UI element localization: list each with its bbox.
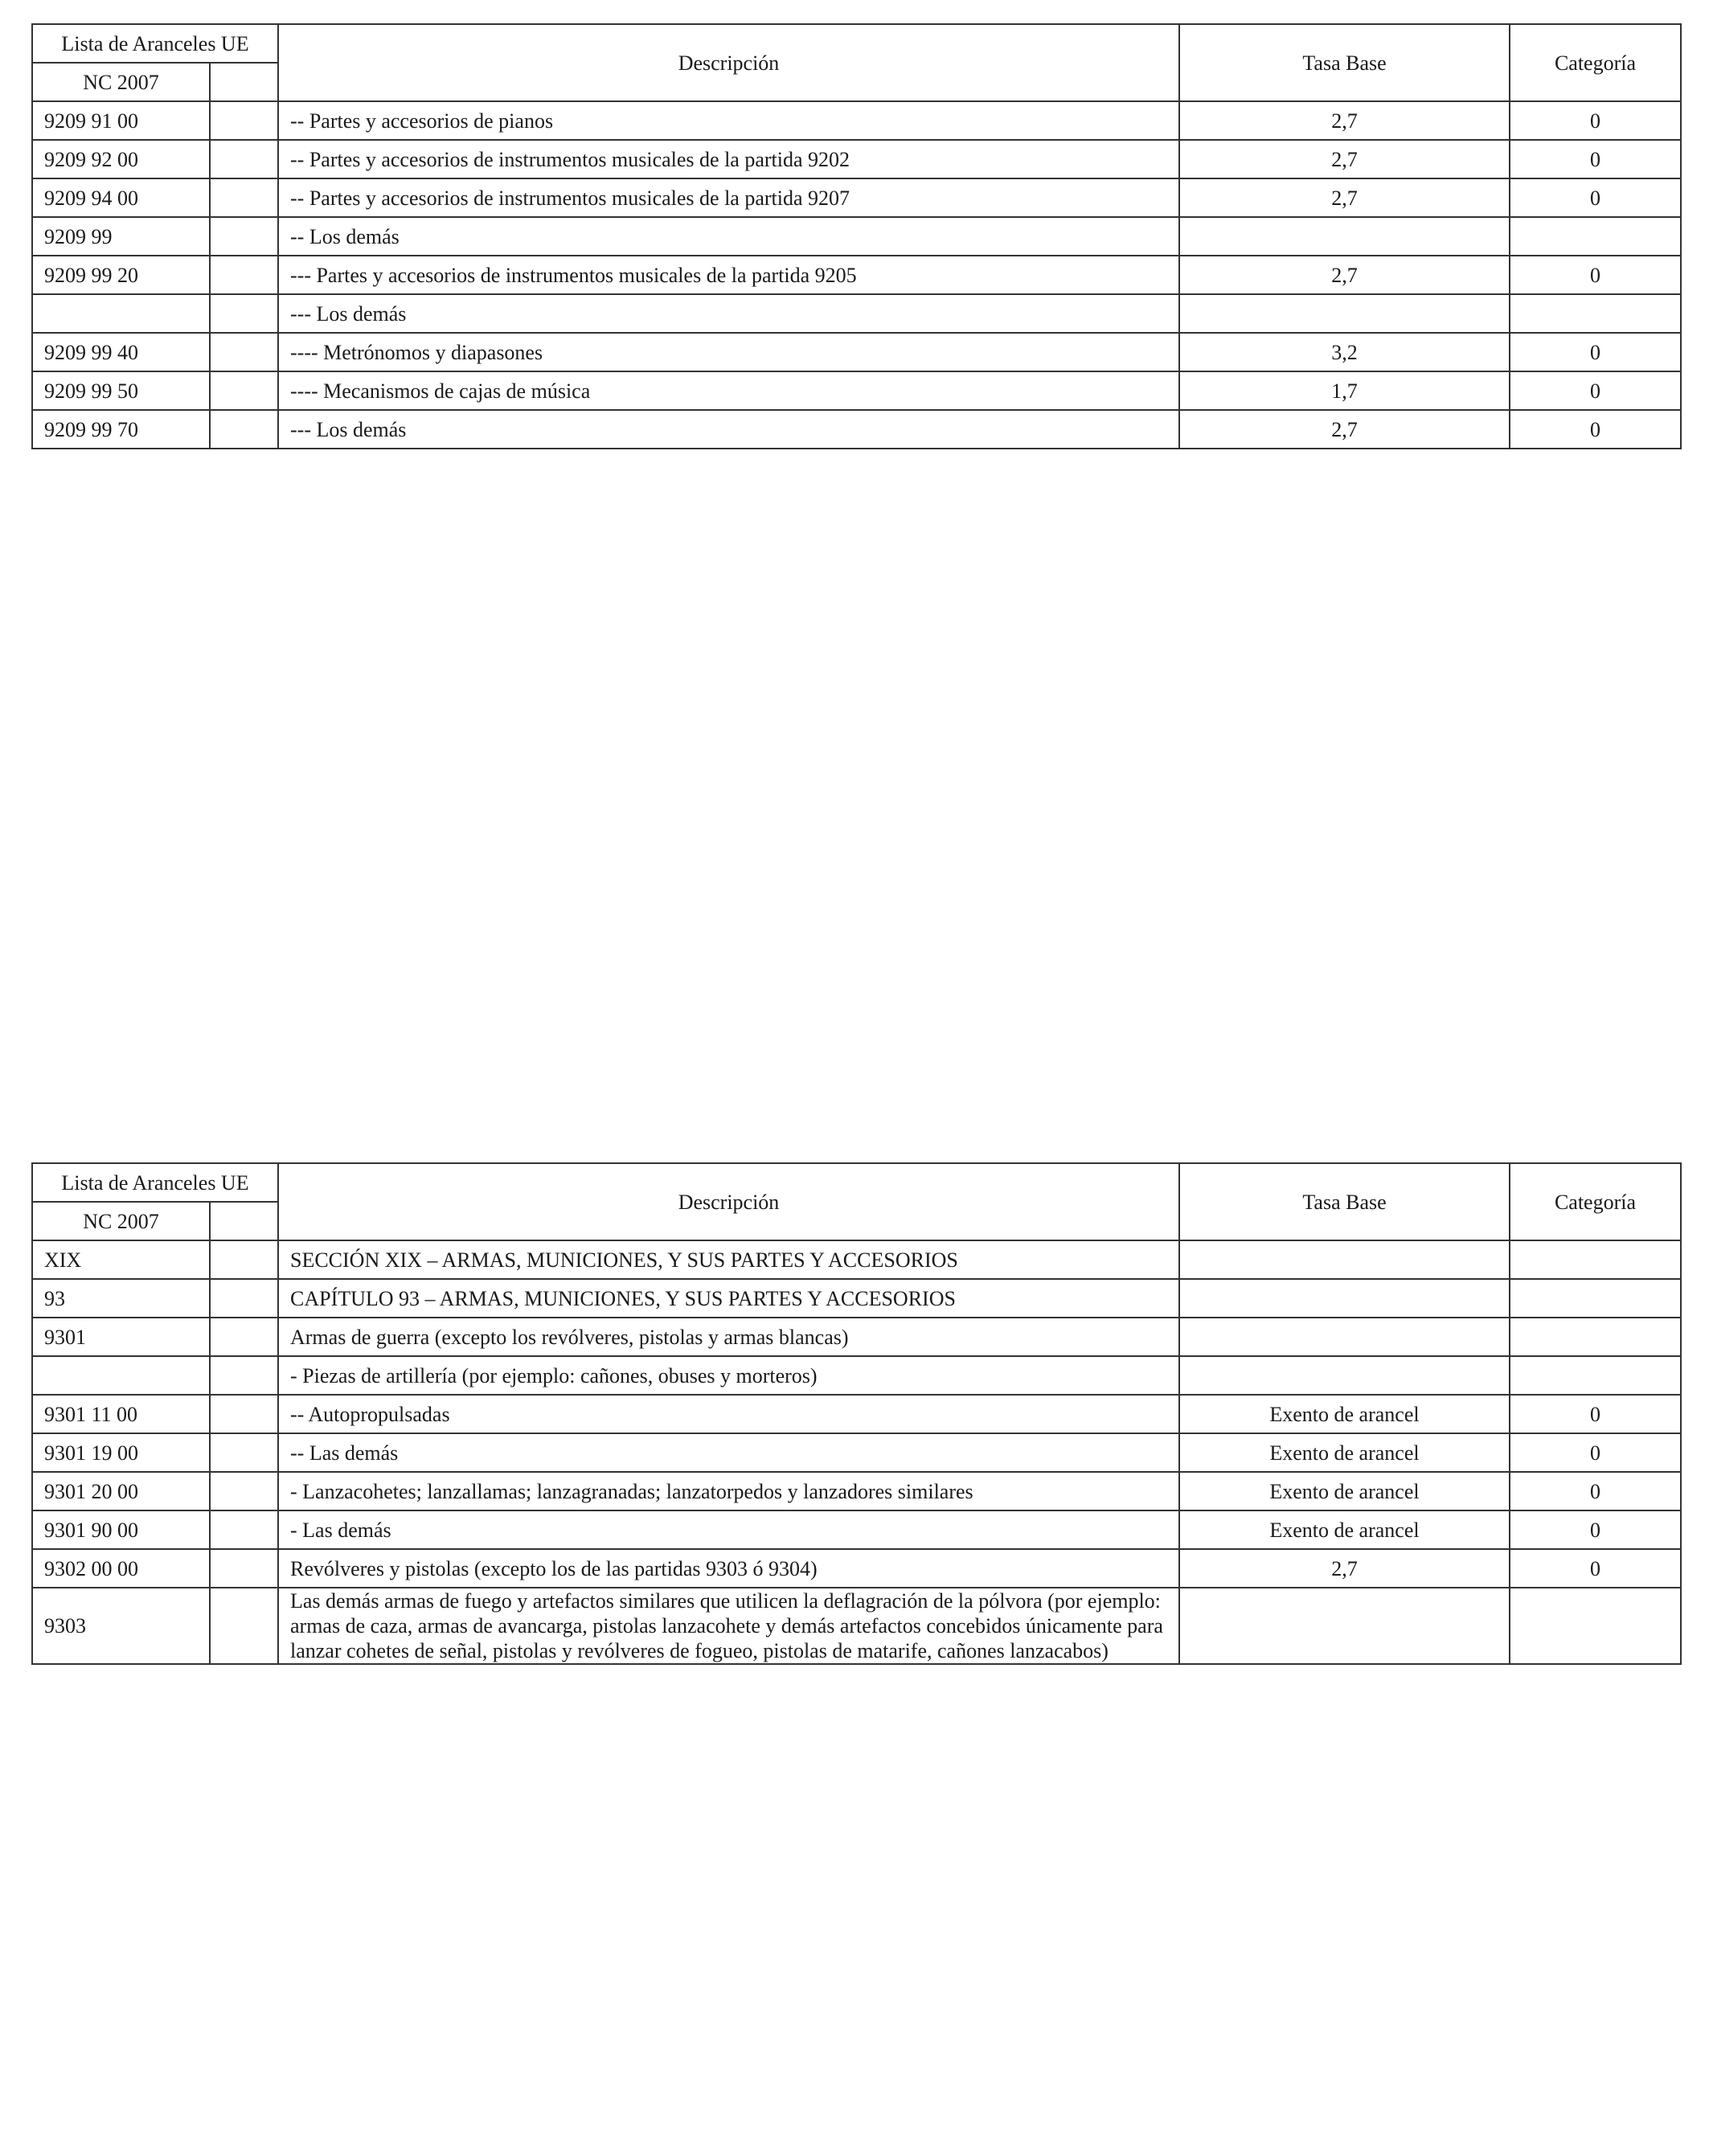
tariff-subcode-cell [210,333,278,371]
category-cell: 0 [1510,140,1681,178]
tariff-code-cell [32,1356,210,1395]
base-rate-cell: Exento de arancel [1179,1395,1510,1433]
table-row [32,294,1681,333]
header-nc-2007: NC 2007 [32,63,210,101]
header-row [32,1163,1681,1202]
description-cell: SECCIÓN XIX – ARMAS, MUNICIONES, Y SUS PARTES Y ACCESORIOS [278,1240,1179,1279]
table-row [32,333,1681,371]
base-rate-cell [1179,1588,1510,1664]
description-cell: --- Los demás [278,294,1179,333]
table-row [32,101,1681,140]
table-row [32,1472,1681,1510]
tariff-subcode-cell [210,1549,278,1588]
base-rate-cell: Exento de arancel [1179,1433,1510,1472]
description-cell: Revólveres y pistolas (excepto los de las partidas 9303 ó 9304) [278,1549,1179,1588]
table-row [32,140,1681,178]
base-rate-cell: 2,7 [1179,1549,1510,1588]
description-cell: - Lanzacohetes; lanzallamas; lanzagranadas; lanzatorpedos y lanzadores similares [278,1472,1179,1510]
base-rate-cell [1179,1279,1510,1318]
category-cell: 0 [1510,1510,1681,1549]
tariff-subcode-cell [210,1395,278,1433]
tariff-code-cell: 9209 91 00 [32,101,210,140]
table-row [32,1510,1681,1549]
tariff-code-cell: 9303 [32,1588,210,1664]
tariff-code-cell: 9209 99 40 [32,333,210,371]
header-nc-2007: NC 2007 [32,1202,210,1240]
category-cell: 0 [1510,371,1681,410]
base-rate-cell: Exento de arancel [1179,1510,1510,1549]
table-row [32,217,1681,256]
tariff-subcode-cell [210,1588,278,1664]
tariff-code-cell: 9209 99 20 [32,256,210,294]
table-row [32,1588,1681,1664]
header-tasa-base: Tasa Base [1179,1163,1510,1240]
category-cell [1510,1279,1681,1318]
tariff-code-cell: 9209 99 50 [32,371,210,410]
category-cell: 0 [1510,1549,1681,1588]
header-empty-cell [210,1202,278,1240]
tariff-code-cell: 9301 [32,1318,210,1356]
table-row [32,410,1681,449]
description-cell: -- Los demás [278,217,1179,256]
category-cell: 0 [1510,410,1681,449]
category-cell [1510,1356,1681,1395]
category-cell: 0 [1510,256,1681,294]
tariff-code-cell [32,294,210,333]
table-row [32,1318,1681,1356]
tariff-subcode-cell [210,140,278,178]
tariff-code-cell: 9301 20 00 [32,1472,210,1510]
table-row [32,1356,1681,1395]
description-cell: --- Partes y accesorios de instrumentos musicales de la partida 9205 [278,256,1179,294]
category-cell: 0 [1510,178,1681,217]
header-row [32,24,1681,63]
category-cell: 0 [1510,101,1681,140]
category-cell: 0 [1510,1395,1681,1433]
tariff-code-cell: XIX [32,1240,210,1279]
tariff-code-cell: 9209 99 [32,217,210,256]
category-cell: 0 [1510,1433,1681,1472]
category-cell [1510,294,1681,333]
category-cell [1510,1318,1681,1356]
header-lista: Lista de Aranceles UE [32,1163,278,1202]
tariff-subcode-cell [210,1240,278,1279]
description-cell: -- Partes y accesorios de instrumentos musicales de la partida 9207 [278,178,1179,217]
description-cell: ---- Mecanismos de cajas de música [278,371,1179,410]
description-cell: Armas de guerra (excepto los revólveres, pistolas y armas blancas) [278,1318,1179,1356]
description-cell: --- Los demás [278,410,1179,449]
description-cell: - Piezas de artillería (por ejemplo: cañones, obuses y morteros) [278,1356,1179,1395]
table-row [32,1433,1681,1472]
tariff-code-cell: 9301 11 00 [32,1395,210,1433]
base-rate-cell [1179,217,1510,256]
table-row [32,1240,1681,1279]
tariff-subcode-cell [210,294,278,333]
header-descripcion: Descripción [278,24,1179,101]
tariff-subcode-cell [210,217,278,256]
tariff-subcode-cell [210,1318,278,1356]
description-cell: CAPÍTULO 93 – ARMAS, MUNICIONES, Y SUS PARTES Y ACCESORIOS [278,1279,1179,1318]
tariff-code-cell: 9301 19 00 [32,1433,210,1472]
category-cell [1510,217,1681,256]
tariff-code-cell: 9301 90 00 [32,1510,210,1549]
tariff-subcode-cell [210,1472,278,1510]
description-cell: -- Partes y accesorios de pianos [278,101,1179,140]
category-cell: 0 [1510,333,1681,371]
tariff-subcode-cell [210,410,278,449]
tariff-code-cell: 9209 99 70 [32,410,210,449]
tariff-table-1 [31,23,1682,449]
tariff-subcode-cell [210,371,278,410]
tariff-subcode-cell [210,1510,278,1549]
category-cell: 0 [1510,1472,1681,1510]
tariff-subcode-cell [210,101,278,140]
header-tasa-base: Tasa Base [1179,24,1510,101]
description-cell: -- Autopropulsadas [278,1395,1179,1433]
category-cell [1510,1240,1681,1279]
base-rate-cell [1179,1318,1510,1356]
base-rate-cell: 2,7 [1179,140,1510,178]
tariff-code-cell: 9302 00 00 [32,1549,210,1588]
description-cell: -- Partes y accesorios de instrumentos musicales de la partida 9202 [278,140,1179,178]
description-cell: ---- Metrónomos y diapasones [278,333,1179,371]
tariff-subcode-cell [210,178,278,217]
description-cell: Las demás armas de fuego y artefactos similares que utilicen la deflagración de la pólvora (por ejemplo: armas de caza, armas de avancarga, pistolas lanzacohete y demás artefactos concebidos únicamente para lanzar cohetes de señal, pistolas y revólveres de fogueo, pistolas de matarife, cañones lanzacabos) [278,1588,1179,1664]
header-categoria: Categoría [1510,24,1681,101]
base-rate-cell: 3,2 [1179,333,1510,371]
base-rate-cell [1179,294,1510,333]
base-rate-cell: Exento de arancel [1179,1472,1510,1510]
header-empty-cell [210,63,278,101]
tariff-code-cell: 93 [32,1279,210,1318]
base-rate-cell: 1,7 [1179,371,1510,410]
table-row [32,371,1681,410]
base-rate-cell: 2,7 [1179,410,1510,449]
header-descripcion: Descripción [278,1163,1179,1240]
header-categoria: Categoría [1510,1163,1681,1240]
base-rate-cell [1179,1240,1510,1279]
table-row [32,178,1681,217]
base-rate-cell [1179,1356,1510,1395]
base-rate-cell: 2,7 [1179,256,1510,294]
tariff-subcode-cell [210,256,278,294]
tariff-code-cell: 9209 94 00 [32,178,210,217]
description-cell: - Las demás [278,1510,1179,1549]
header-lista: Lista de Aranceles UE [32,24,278,63]
table-row [32,256,1681,294]
tariff-subcode-cell [210,1433,278,1472]
base-rate-cell: 2,7 [1179,101,1510,140]
table-row [32,1279,1681,1318]
tariff-table-2 [31,1162,1682,1665]
tariff-subcode-cell [210,1356,278,1395]
category-cell [1510,1588,1681,1664]
tariff-code-cell: 9209 92 00 [32,140,210,178]
base-rate-cell: 2,7 [1179,178,1510,217]
tariff-subcode-cell [210,1279,278,1318]
table-row [32,1395,1681,1433]
table-row [32,1549,1681,1588]
description-cell: -- Las demás [278,1433,1179,1472]
